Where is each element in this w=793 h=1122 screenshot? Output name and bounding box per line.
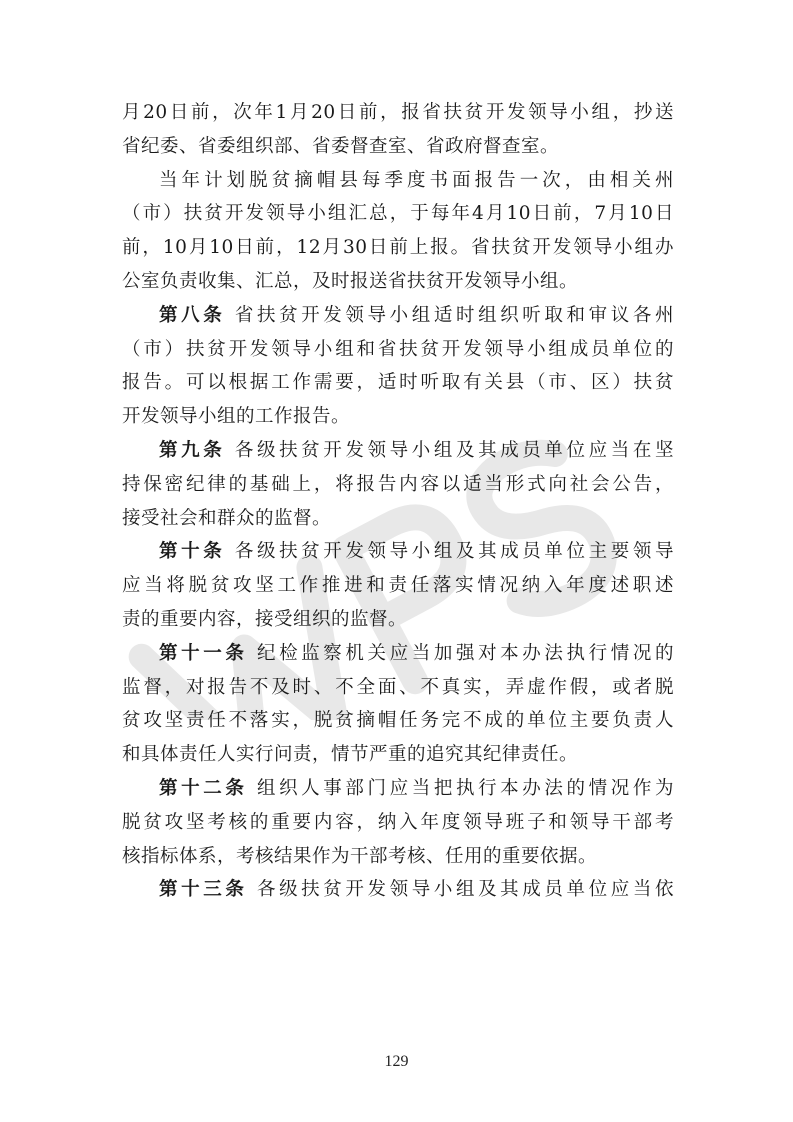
text-line <box>122 434 674 468</box>
line-text: （市）扶贫开发领导小组汇总，于每年4月10日前，7月10日 <box>122 203 674 225</box>
document-body <box>122 96 674 907</box>
text-line <box>122 873 674 907</box>
line-text: 组织人事部门应当把执行本办法的情况作为 <box>256 777 674 799</box>
text-line <box>122 164 674 198</box>
text-line <box>122 400 674 434</box>
line-text: 各级扶贫开发领导小组及其成员单位应当依 <box>256 879 674 901</box>
line-text: 责的重要内容，接受组织的监督。 <box>122 608 408 630</box>
text-line <box>122 299 674 333</box>
article-heading: 第十一条 <box>159 642 248 664</box>
article-heading: 第八条 <box>159 304 226 326</box>
line-text: 应当将脱贫攻坚工作推进和责任落实情况纳入年度述职述 <box>122 575 674 597</box>
text-line <box>122 130 674 164</box>
paragraph-art8 <box>122 299 674 434</box>
line-text: 各级扶贫开发领导小组及其成员单位应当在坚 <box>234 439 674 461</box>
text-line <box>122 569 674 603</box>
text-line <box>122 96 674 130</box>
line-text: 贫攻坚责任不落实，脱贫摘帽任务完不成的单位主要负责人 <box>122 710 674 732</box>
page-number: 129 <box>384 1053 409 1070</box>
text-line <box>122 333 674 367</box>
text-line <box>122 603 674 637</box>
text-line <box>122 366 674 400</box>
article-heading: 第九条 <box>159 439 226 461</box>
text-line <box>122 231 674 265</box>
paragraph-p2 <box>122 164 674 299</box>
text-line <box>122 738 674 772</box>
line-text: 开发领导小组的工作报告。 <box>122 406 351 428</box>
line-text: 当年计划脱贫摘帽县每季度书面报告一次，由相关州 <box>159 169 674 191</box>
line-text: 核指标体系，考核结果作为干部考核、任用的重要依据。 <box>122 845 598 867</box>
text-line <box>122 671 674 705</box>
line-text: 省纪委、省委组织部、省委督查室、省政府督查室。 <box>122 135 560 157</box>
line-text: 纪检监察机关应当加强对本办法执行情况的 <box>256 642 674 664</box>
article-heading: 第十二条 <box>159 777 248 799</box>
line-text: 省扶贫开发领导小组适时组织听取和审议各州 <box>234 304 674 326</box>
line-text: 前，10月10日前，12月30日前上报。省扶贫开发领导小组办 <box>122 237 674 259</box>
paragraph-art13 <box>122 873 674 907</box>
line-text: 接受社会和群众的监督。 <box>122 507 332 529</box>
line-text: 和具体责任人实行问责，情节严重的追究其纪律责任。 <box>122 744 579 766</box>
text-line <box>122 637 674 671</box>
paragraph-art10 <box>122 535 674 636</box>
text-line <box>122 197 674 231</box>
article-heading: 第十条 <box>159 541 226 563</box>
paragraph-art11 <box>122 637 674 772</box>
line-text: 月20日前，次年1月20日前，报省扶贫开发领导小组，抄送 <box>122 102 674 123</box>
text-line <box>122 806 674 840</box>
text-line <box>122 772 674 806</box>
paragraph-art9 <box>122 434 674 535</box>
text-line <box>122 468 674 502</box>
text-line <box>122 535 674 569</box>
text-line <box>122 704 674 738</box>
line-text: 报告。可以根据工作需要，适时听取有关县（市、区）扶贫 <box>122 372 674 394</box>
text-line <box>122 502 674 536</box>
line-text: 监督，对报告不及时、不全面、不真实，弄虚作假，或者脱 <box>122 676 674 698</box>
line-text: 脱贫攻坚考核的重要内容，纳入年度领导班子和领导干部考 <box>122 811 674 833</box>
article-heading: 第十三条 <box>159 879 248 901</box>
paragraph-art12 <box>122 772 674 873</box>
line-text: 公室负责收集、汇总，及时报送省扶贫开发领导小组。 <box>122 270 579 292</box>
paragraph-p1 <box>122 96 674 164</box>
text-line <box>122 840 674 874</box>
line-text: 各级扶贫开发领导小组及其成员单位主要领导 <box>234 541 674 563</box>
line-text: 持保密纪律的基础上，将报告内容以适当形式向社会公告， <box>122 473 674 495</box>
line-text: （市）扶贫开发领导小组和省扶贫开发领导小组成员单位的 <box>122 338 674 360</box>
text-line <box>122 265 674 299</box>
